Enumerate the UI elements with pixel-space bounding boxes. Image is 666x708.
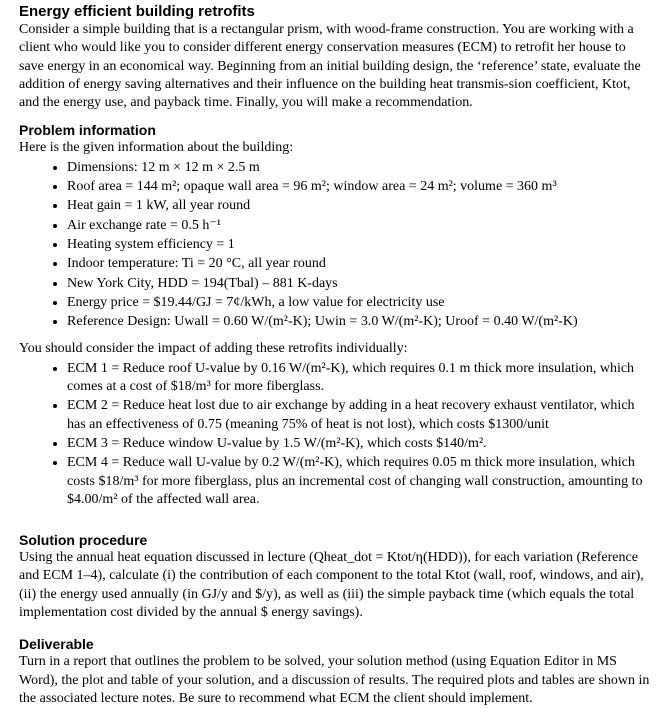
info-item-reference-design: • Reference Design: Uwall = 0.60 W/(m²-K); Uwin = 3.0 W/(m²-K); Uroof = 0.40 W/(m²-K) [67, 312, 654, 331]
ecm-item-2: • ECM 2 = Reduce heat lost due to air exchange by adding in a heat recovery exhaust ventilator, which has an effectiveness of 0.75 (meaning 75% of heat is not lost), which costs $1300/unit [67, 396, 654, 434]
info-item-indoor-temp: • Indoor temperature: Ti = 20 °C, all year round [67, 254, 654, 273]
info-item-efficiency: • Heating system efficiency = 1 [67, 235, 654, 254]
problem-lead: Here is the given information about the building: [19, 140, 294, 156]
ecm-list [19, 359, 654, 509]
problem-heading: Problem information [19, 122, 156, 139]
solution-heading: Solution procedure [19, 532, 148, 549]
document-title: Energy efficient building retrofits [19, 3, 255, 20]
info-item-dimensions: • Dimensions: 12 m × 12 m × 2.5 m [67, 158, 654, 177]
info-item-heat-gain: • Heat gain = 1 kW, all year round [67, 196, 654, 215]
solution-paragraph: Using the annual heat equation discussed in lecture (Qheat_dot = Ktot/η(HDD)), for each variation (Reference and ECM 1–4), calculate (i) the contribution of each component to the total Ktot (wall, roof, windows, and air), (ii) the energy used annually (in GJ/y and $/y), as well as (iii) the simple payback time (which equals the total implementation cost divided by the annual $ energy savings). [19, 550, 644, 621]
info-item-energy-price: • Energy price = $19.44/GJ = 7¢/kWh, a low value for electricity use [67, 293, 654, 312]
ecm-item-1: • ECM 1 = Reduce roof U-value by 0.16 W/(m²-K), which requires 0.1 m thick more insulation, which comes at a cost of $18/m³ for more fiberglass. [67, 359, 654, 397]
deliverable-heading: Deliverable [19, 636, 94, 653]
deliverable-paragraph: Turn in a report that outlines the problem to be solved, your solution method (using Equation Editor in MS Word), the plot and table of your solution, and a discussion of results. The required plots and tables are shown in the associated lecture notes. Be sure to recommend what ECM the client should implement. [19, 654, 650, 706]
ecm-item-3: • ECM 3 = Reduce window U-value by 1.5 W/(m²-K), which costs $140/m². [67, 434, 654, 453]
info-item-air-exchange: • Air exchange rate = 0.5 h⁻¹ [67, 216, 654, 235]
building-info-list [19, 158, 654, 332]
info-item-areas: • Roof area = 144 m²; opaque wall area = 96 m²; window area = 24 m²; volume = 360 m³ [67, 177, 654, 196]
retrofits-lead: You should consider the impact of adding these retrofits individually: [19, 341, 408, 357]
intro-paragraph: Consider a simple building that is a rectangular prism, with wood-frame construction. You are working with a client who would like you to consider different energy conservation measures (ECM) to retrofit her house to save energy in an economical way. Beginning from an initial building design, the ‘reference’ state, evaluate the addition of energy saving alternatives and their influence on the building heat transmis-sion coefficient, Ktot, and the energy use, and payback time. Finally, you will make a recommendation. [19, 22, 641, 111]
ecm-item-4: • ECM 4 = Reduce wall U-value by 0.2 W/(m²-K), which requires 0.05 m thick more insulation, which costs $18/m³ for more fiberglass, plus an incremental cost of changing wall construction, amounting to $4.00/m² of the affected wall area. [67, 453, 654, 509]
info-item-hdd: • New York City, HDD = 194(Tbal) – 881 K-days [67, 274, 654, 293]
